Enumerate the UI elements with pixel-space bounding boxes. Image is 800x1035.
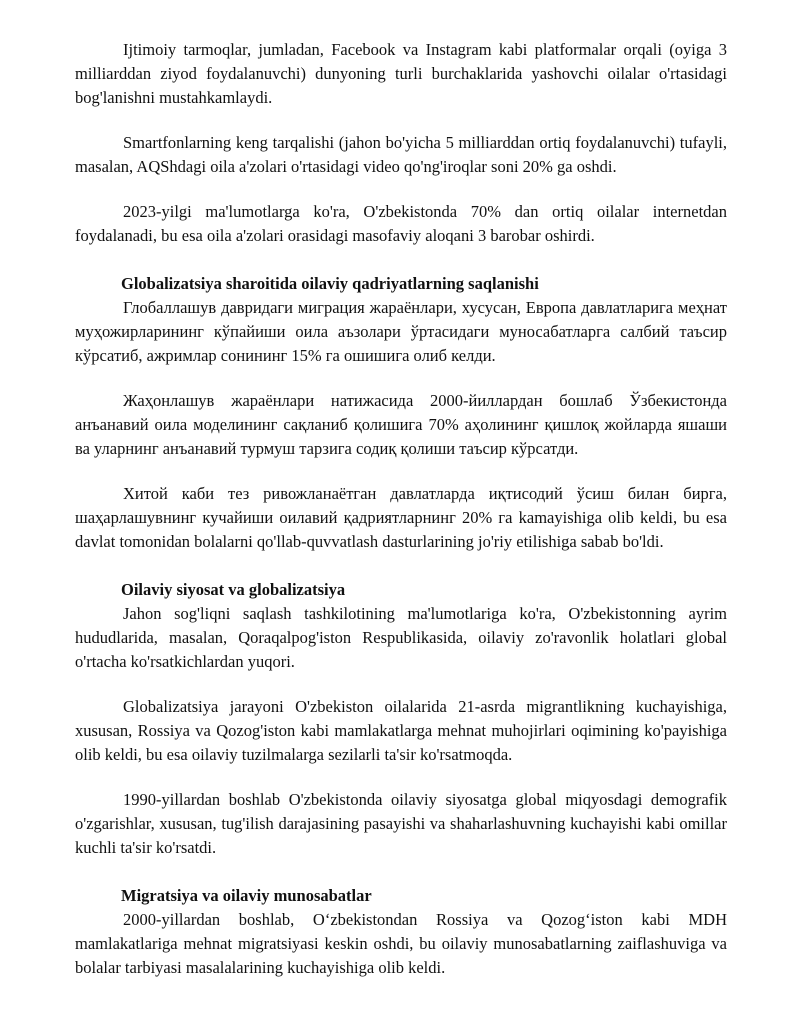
section-heading-migration: Migratsiya va oilaviy munosabatlar — [121, 886, 372, 905]
paragraph-cis-migration: 2000-yillardan boshlab, O‘zbekistondan Rossiya va Qozog‘iston kabi MDH mamlakatlariga mehnat migratsiyasi keskin oshdi, bu oilaviy munosabatlarning zaiflashuviga va bolalar tarbiyasi masalalarining kuchayishiga olib keldi. — [75, 910, 727, 977]
paragraph-migrant-flows: Globalizatsiya jarayoni O'zbekiston oilalarida 21-asrda migrantlikning kuchayishiga, xususan, Rossiya va Qozog'iston kabi mamlakatlarga mehnat muhojirlari oqimining ko'payishiga olib keldi, bu esa oilaviy tuzilmalarga sezilarli ta'sir ko'rsatmoqda. — [75, 697, 727, 764]
paragraph-smartphones: Smartfonlarning keng tarqalishi (jahon bo'yicha 5 milliarddan ortiq foydalanuvchi) tufayli, masalan, AQShdagi oila a'zolari o'rtasidagi video qo'ng'iroqlar soni 20% ga oshdi. — [75, 133, 727, 176]
paragraph-migration-europe: Глобаллашув давридаги миграция жараёнлари, хусусан, Европа давлатларига меҳнат муҳожирларининг кўпайиши оила аъзолари ўртасидаги муносабатларга салбий таъсир кўрсатиб, ажримлар сонининг 15% га ошишига олиб келди. — [75, 298, 727, 365]
paragraph-traditional-family-model: Жаҳонлашув жараёнлари натижасида 2000-йиллардан бошлаб Ўзбекистонда анъанавий оила моделининг сақланиб қолишига 70% аҳолининг қишлоқ жойларда яшаши ва уларнинг анъанавий турмуш тарзига содиқ қолиши таъсир кўрсатди. — [75, 391, 727, 458]
document-body — [75, 38, 727, 980]
section-heading-family-values: Globalizatsiya sharoitida oilaviy qadriyatlarning saqlanishi — [121, 274, 539, 293]
paragraph-demographic-changes: 1990-yillardan boshlab O'zbekistonda oilaviy siyosatga global miqyosdagi demografik o'zgarishlar, xususan, tug'ilish darajasining pasayishi va shaharlashuvning kuchayishi kabi omillar kuchli ta'sir ko'rsatdi. — [75, 790, 727, 857]
paragraph-who-data: Jahon sog'liqni saqlash tashkilotining ma'lumotlariga ko'ra, O'zbekistonning ayrim hududlarida, masalan, Qoraqalpog'iston Respublikasida, oilaviy zo'ravonlik holatlari global o'rtacha ko'rsatkichlardan yuqori. — [75, 604, 727, 671]
section-heading-family-policy: Oilaviy siyosat va globalizatsiya — [121, 580, 346, 599]
paragraph-social-networks: Ijtimoiy tarmoqlar, jumladan, Facebook va Instagram kabi platformalar orqali (oyiga 3 milliarddan ziyod foydalanuvchi) dunyoning turli burchaklarida yashovchi oilalar o'rtasidagi bog'lanishni mustahkamlaydi. — [75, 40, 727, 107]
paragraph-internet-usage: 2023-yilgi ma'lumotlarga ko'ra, O'zbekistonda 70% dan ortiq oilalar internetdan foydalanadi, bu esa oila a'zolari orasidagi masofaviy aloqani 3 barobar oshirdi. — [75, 202, 727, 245]
paragraph-china-urbanization: Хитой каби тез ривожланаётган давлатларда иқтисодий ўсиш билан бирга, шаҳарлашувнинг кучайиши оилавий қадриятларнинг 20% га kamayishiga olib keldi, bu esa davlat tomonidan bolalarni qo'llab-quvvatlash dasturlarining jo'riy etilishiga sabab bo'ldi. — [75, 484, 727, 551]
